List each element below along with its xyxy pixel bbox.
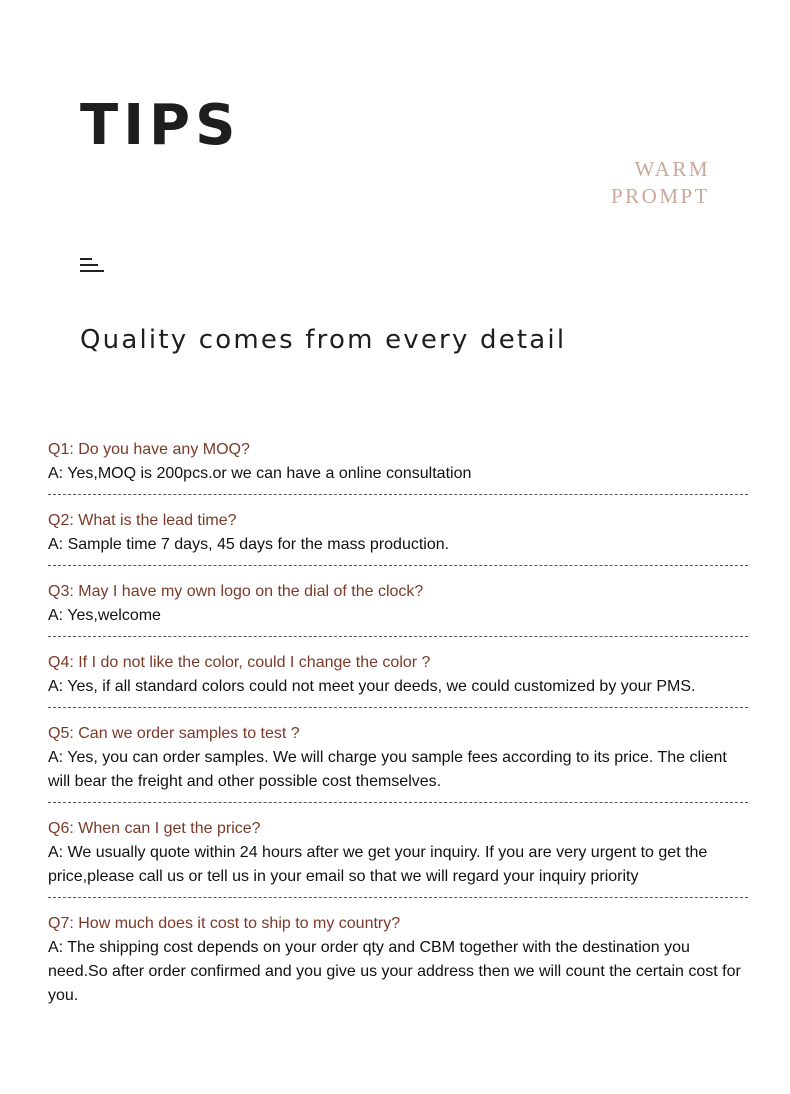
faq-item-6 <box>48 803 748 898</box>
warm-prompt-line-2: PROMPT <box>610 184 710 208</box>
warm-prompt <box>611 156 710 210</box>
faq-question-3: Q3: May I have my own logo on the dial of the clock? <box>48 583 424 600</box>
faq-item-3 <box>48 566 748 637</box>
faq-item-4 <box>48 637 748 708</box>
faq-question-2: Q2: What is the lead time? <box>48 512 237 529</box>
faq-list <box>48 438 748 1016</box>
faq-question-1: Q1: Do you have any MOQ? <box>48 441 250 458</box>
faq-answer-6: A: We usually quote within 24 hours after we get your inquiry. If you are very urgent to get the price,please call us or tell us in your email so that we will regard your inquiry priority <box>48 844 708 885</box>
warm-prompt-line-1: WARM <box>634 157 710 181</box>
faq-item-7 <box>48 898 748 1016</box>
page-title: TIPS <box>80 93 241 158</box>
menu-icon <box>80 258 106 274</box>
faq-answer-3: A: Yes,welcome <box>48 607 161 624</box>
faq-answer-7: A: The shipping cost depends on your order qty and CBM together with the destination you need.So after order confirmed and you give us your address then we will count the certain cost for you. <box>48 939 741 1004</box>
page-subtitle: Quality comes from every detail <box>80 325 567 355</box>
faq-question-6: Q6: When can I get the price? <box>48 820 261 837</box>
faq-answer-1: A: Yes,MOQ is 200pcs.or we can have a online consultation <box>48 465 472 482</box>
faq-question-7: Q7: How much does it cost to ship to my country? <box>48 915 401 932</box>
faq-item-2 <box>48 495 748 566</box>
faq-item-5 <box>48 708 748 803</box>
faq-answer-2: A: Sample time 7 days, 45 days for the mass production. <box>48 536 450 553</box>
faq-item-1 <box>48 438 748 495</box>
faq-question-4: Q4: If I do not like the color, could I change the color ? <box>48 654 431 671</box>
faq-answer-4: A: Yes, if all standard colors could not meet your deeds, we could customized by your PMS. <box>48 678 696 695</box>
faq-answer-5: A: Yes, you can order samples. We will charge you sample fees according to its price. The client will bear the freight and other possible cost themselves. <box>48 749 727 790</box>
faq-question-5: Q5: Can we order samples to test ? <box>48 725 300 742</box>
